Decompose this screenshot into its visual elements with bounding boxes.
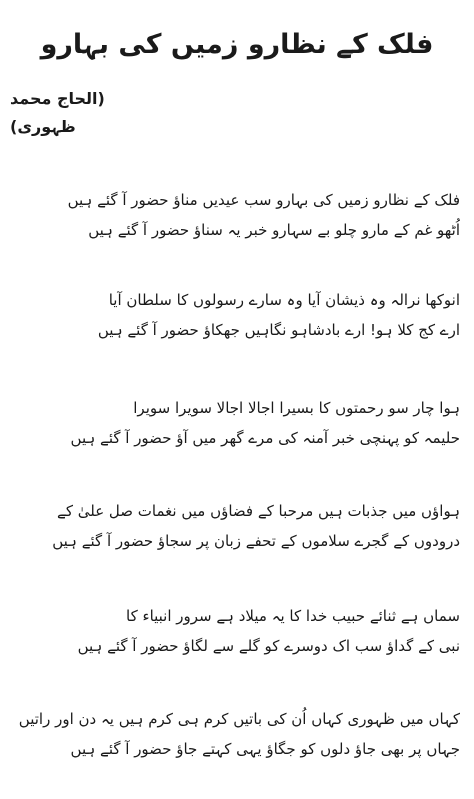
stanza-4 xyxy=(14,496,460,556)
stanza-3-line-2: حلیمہ کو پہنچی خبر آمنہ کی مرے گھر میں آؤ حضور آ گئے ہیں xyxy=(70,429,460,447)
stanza-3 xyxy=(14,393,460,453)
stanza-2-line-2: ارے کج کلا ہو! ارے بادشاہو نگاہیں جھکاؤ حضور آ گئے ہیں xyxy=(97,321,460,339)
poem-title: فلک کے نظارو زمیں کی بہارو xyxy=(40,29,434,60)
poem-author: (الحاج محمد ظہوری) xyxy=(10,89,105,136)
stanza-1-line-1: فلک کے نظارو زمیں کی بہارو سب عیدیں مناؤ حضور آ گئے ہیں xyxy=(67,191,460,209)
stanza-2 xyxy=(14,285,460,345)
stanza-3-line-1: ہوا چار سو رحمتوں کا بسیرا اجالا اجالا سویرا سویرا xyxy=(133,399,460,417)
stanza-5 xyxy=(14,601,460,661)
stanza-4-line-1: ہواؤں میں جذبات ہیں مرحبا کے فضاؤں میں نغمات صل علیٰ کے xyxy=(57,502,460,520)
stanza-2-line-1: انوکھا نرالہ وہ ذیشان آیا وہ سارے رسولوں کا سلطان آیا xyxy=(108,291,460,309)
stanza-5-line-1: سماں ہے ثنائے حبیب خدا کا یہ میلاد ہے سرور انبیاء کا xyxy=(126,607,460,625)
stanza-6-line-2: جہاں پر بھی جاؤ دلوں کو جگاؤ یہی کہتے جاؤ حضور آ گئے ہیں xyxy=(70,740,460,758)
stanza-6-line-1: کہاں میں ظہوری کہاں اُن کی باتیں کرم ہی کرم ہیں یہ دن اور راتیں xyxy=(18,710,460,728)
stanza-4-line-2: درودوں کے گجرے سلاموں کے تحفے زبان پر سجاؤ حضور آ گئے ہیں xyxy=(52,532,460,550)
stanza-5-line-2: نبی کے گداؤ سب اک دوسرے کو گلے سے لگاؤ حضور آ گئے ہیں xyxy=(77,637,460,655)
stanza-1-line-2: اُٹھو غم کے مارو چلو بے سہارو خبر یہ سناؤ حضور آ گئے ہیں xyxy=(88,221,460,239)
stanza-1 xyxy=(14,185,460,245)
stanza-6 xyxy=(14,704,460,764)
